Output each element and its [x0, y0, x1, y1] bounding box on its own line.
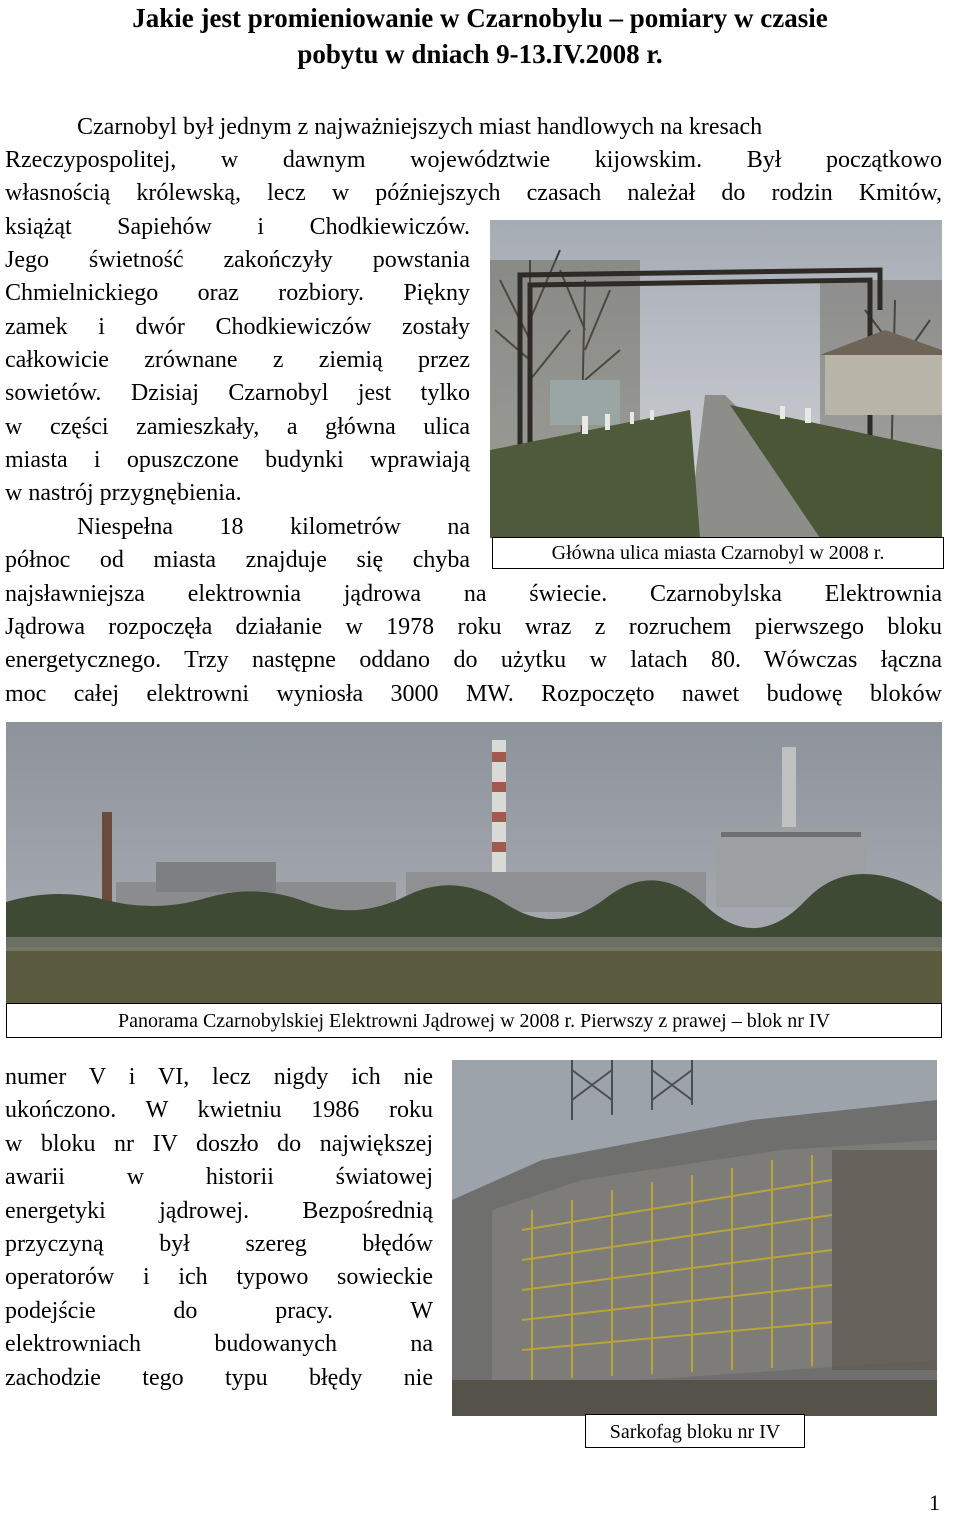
paragraph-line: w części zamieszkały, a główna ulica: [5, 414, 470, 440]
title-line-2: pobytu w dniach 9-13.IV.2008 r.: [297, 39, 663, 69]
street-photo: [490, 220, 942, 538]
paragraph-line: w nastrój przygnębienia.: [5, 480, 242, 506]
paragraph-line: podejście do pracy. W: [5, 1298, 433, 1324]
page-title: [0, 0, 960, 72]
paragraph-line: awarii w historii światowej: [5, 1164, 433, 1190]
paragraph-line: całkowicie zrównane z ziemią przez: [5, 347, 470, 373]
paragraph-line: energetyki jądrowej. Bezpośrednią: [5, 1198, 433, 1224]
paragraph-line: elektrowniach budowanych na: [5, 1331, 433, 1357]
paragraph-line: własnością królewską, lecz w późniejszych czasach należał do rodzin Kmitów,: [5, 180, 942, 206]
sarcophagus-photo: [452, 1060, 937, 1416]
paragraph-line: sowietów. Dzisiaj Czarnobyl jest tylko: [5, 380, 470, 406]
panorama-photo: [6, 722, 942, 1004]
paragraph-line: zachodzie tego typu błędy nie: [5, 1365, 433, 1391]
paragraph-line: Niespełna 18 kilometrów na: [77, 514, 470, 540]
paragraph-line: miasta i opuszczone budynki wprawiają: [5, 447, 470, 473]
paragraph-line: w bloku nr IV doszło do największej: [5, 1131, 433, 1157]
paragraph-line: zamek i dwór Chodkiewiczów zostały: [5, 314, 470, 340]
paragraph-line: najsławniejsza elektrownia jądrowa na świecie. Czarnobylska Elektrownia: [5, 581, 942, 607]
sarcophagus-photo-caption: Sarkofag bloku nr IV: [585, 1414, 805, 1448]
paragraph-line: moc całej elektrowni wyniosła 3000 MW. Rozpoczęto nawet budowę bloków: [5, 681, 942, 707]
title-line-1: Jakie jest promieniowanie w Czarnobylu – pomiary w czasie: [132, 3, 828, 33]
paragraph-line: operatorów i ich typowo sowieckie: [5, 1264, 433, 1290]
paragraph-line: energetycznego. Trzy następne oddano do użytku w latach 80. Wówczas łączna: [5, 647, 942, 673]
paragraph-line: Rzeczypospolitej, w dawnym województwie kijowskim. Był początkowo: [5, 147, 942, 173]
paragraph-line: Chmielnickiego oraz rozbiory. Piękny: [5, 280, 470, 306]
paragraph-line: przyczyną był szereg błędów: [5, 1231, 433, 1257]
paragraph-line: Czarnobyl był jednym z najważniejszych miast handlowych na kresach: [77, 114, 763, 140]
street-photo-caption: Główna ulica miasta Czarnobyl w 2008 r.: [492, 537, 944, 569]
paragraph-line: Jego świetność zakończyły powstania: [5, 247, 470, 273]
paragraph-line: książąt Sapiehów i Chodkiewiczów.: [5, 214, 470, 240]
paragraph-line: Jądrowa rozpoczęła działanie w 1978 roku wraz z rozruchem pierwszego bloku: [5, 614, 942, 640]
paragraph-line: numer V i VI, lecz nigdy ich nie: [5, 1064, 433, 1090]
paragraph-line: ukończono. W kwietniu 1986 roku: [5, 1097, 433, 1123]
page-number: 1: [929, 1490, 940, 1515]
paragraph-line: północ od miasta znajduje się chyba: [5, 547, 470, 573]
panorama-photo-caption: Panorama Czarnobylskiej Elektrowni Jądrowej w 2008 r. Pierwszy z prawej – blok nr IV: [6, 1003, 942, 1038]
